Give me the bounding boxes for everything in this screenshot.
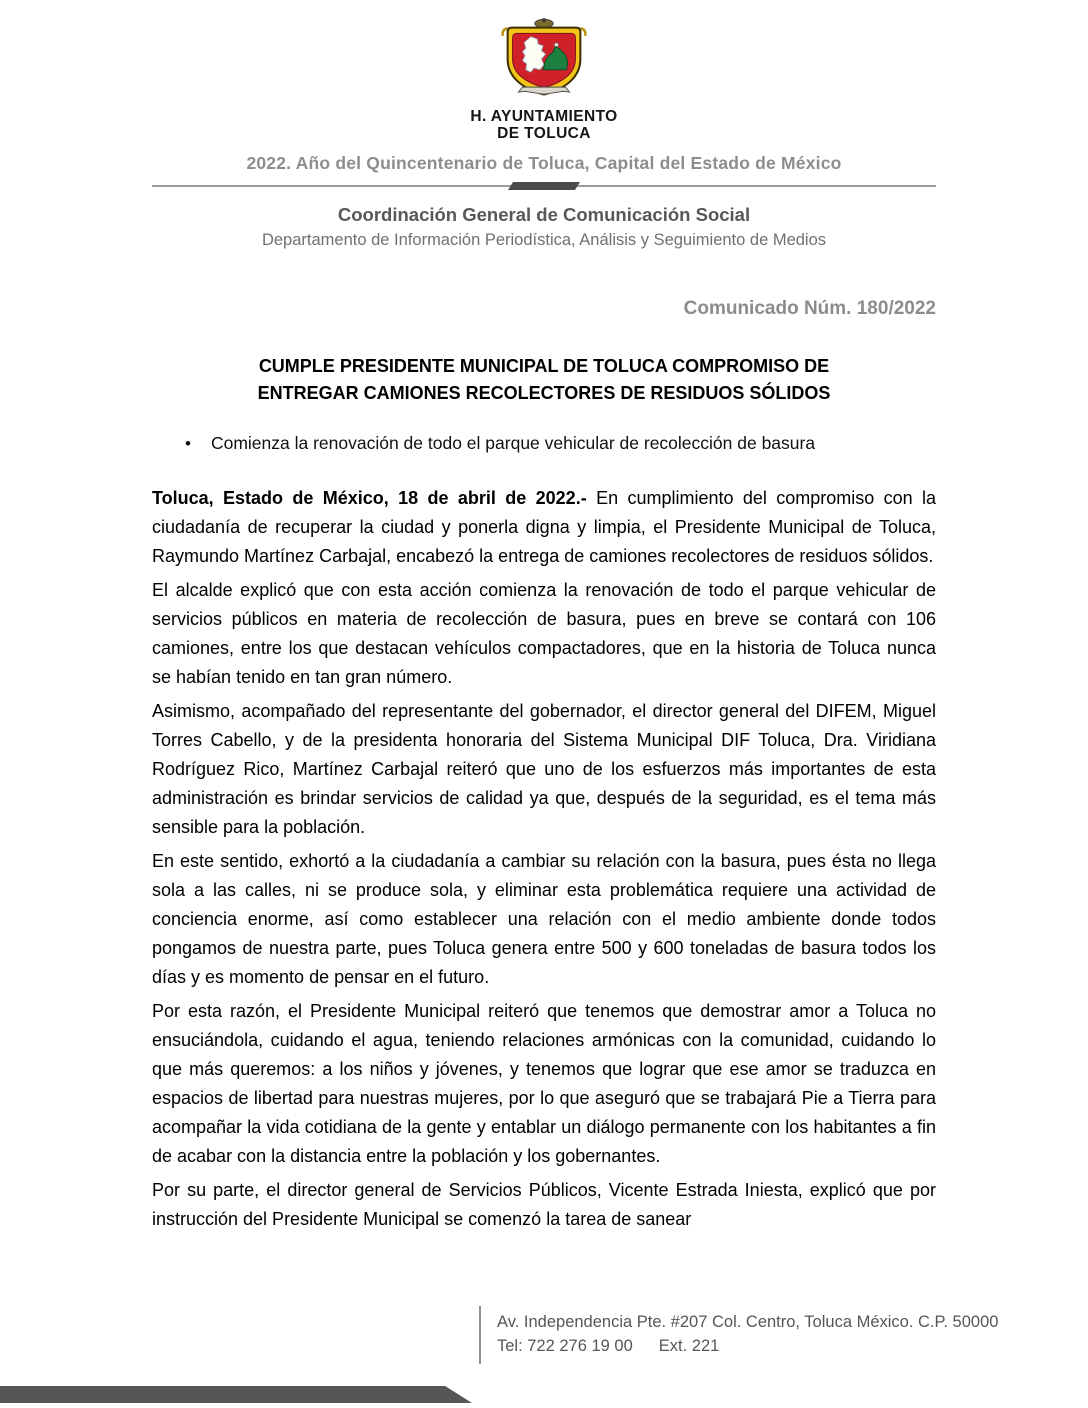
footer-contact-block xyxy=(479,1306,998,1364)
office-name: Coordinación General de Comunicación Social xyxy=(337,204,751,225)
paragraph-dateline xyxy=(152,484,936,571)
bullet-text: Comienza la renovación de todo el parque vehicular de recolección de basura xyxy=(210,433,816,453)
footer-phone: Tel: 722 276 19 00 xyxy=(497,1337,633,1355)
paragraph: Por su parte, el director general de Servicios Públicos, Vicente Estrada Iniesta, explicó que por instrucción del Presidente Municipal se comenzó la tarea de sanear xyxy=(152,1180,936,1229)
bulletin-number: Comunicado Núm. 180/2022 xyxy=(683,298,936,319)
footer-extension: Ext. 221 xyxy=(658,1337,720,1355)
highlight-bullet xyxy=(152,433,936,455)
dateline-lead: Toluca, Estado de México, 18 de abril de 2022.- xyxy=(152,488,587,508)
dateline-rest: En cumplimiento del compromiso con la ciudadanía de recuperar la ciudad y ponerla digna y limpia, el Presidente Municipal de Toluca, Raymundo Martínez Carbajal, encabezó la entrega de camiones recolectores de residuos sólidos. xyxy=(152,488,937,566)
bottom-accent-bar xyxy=(0,1386,472,1403)
toluca-coat-of-arms-icon xyxy=(491,16,597,102)
footer-address: Av. Independencia Pte. #207 Col. Centro, Toluca México. C.P. 50000 xyxy=(497,1313,999,1331)
paragraph: Por esta razón, el Presidente Municipal reiteró que tenemos que demostrar amor a Toluca no ensuciándola, cuidando el agua, teniendo relaciones armónicas con la comunidad, cuidando lo que más queremos: a los niños y jóvenes, y tenemos que lograr que ese amor se traduzca en espacios de libertad para nuestras mujeres, por lo que aseguró que se trabajará Pie a Tierra para acompañar la vida cotidiana de la gente y entablar un diálogo permanente con los habitantes a fin de acabar con la distancia entre la población y los gobernantes. xyxy=(152,1001,936,1166)
year-tagline: 2022. Año del Quincentenario de Toluca, Capital del Estado de México xyxy=(246,153,842,173)
paragraph: En este sentido, exhortó a la ciudadanía a cambiar su relación con la basura, pues ésta no llega sola a las calles, ni se produce sola, y eliminar esta problemática requiere una actividad de conciencia enorme, así como establecer una relación con el medio ambiente donde todos pongamos de nuestra parte, pues Toluca genera entre 500 y 600 toneladas de basura todos los días y es momento de pensar en el futuro. xyxy=(152,851,936,987)
divider-accent xyxy=(508,182,580,190)
org-name-line1: H. AYUNTAMIENTO xyxy=(470,108,618,125)
header-divider xyxy=(152,182,936,190)
header-logo xyxy=(0,0,1088,142)
department-name: Departamento de Información Periodística, Análisis y Seguimiento de Medios xyxy=(261,231,827,249)
document-title-line1: CUMPLE PRESIDENTE MUNICIPAL DE TOLUCA COMPROMISO DE xyxy=(258,356,830,376)
document-title xyxy=(152,353,936,407)
paragraph: El alcalde explicó que con esta acción comienza la renovación de todo el parque vehicular de servicios públicos en materia de recolección de basura, pues en breve se contará con 106 camiones, entre los que destacan vehículos compactadores, que en la historia de Toluca nunca se habían tenido en tan gran número. xyxy=(152,580,936,687)
body-text xyxy=(152,484,936,1234)
org-name-line2: DE TOLUCA xyxy=(497,124,591,142)
document-title-line2: ENTREGAR CAMIONES RECOLECTORES DE RESIDUOS SÓLIDOS xyxy=(257,383,831,403)
paragraph: Asimismo, acompañado del representante del gobernador, el director general del DIFEM, Miguel Torres Cabello, y de la presidenta honoraria del Sistema Municipal DIF Toluca, Dra. Viridiana Rodríguez Rico, Martínez Carbajal reiteró que uno de los esfuerzos más importantes de esta administración es brindar servicios de calidad ya que, después de la seguridad, es el tema más sensible para la población. xyxy=(152,701,936,837)
bullet-marker: • xyxy=(185,434,191,453)
footer-phone-line xyxy=(497,1334,998,1358)
